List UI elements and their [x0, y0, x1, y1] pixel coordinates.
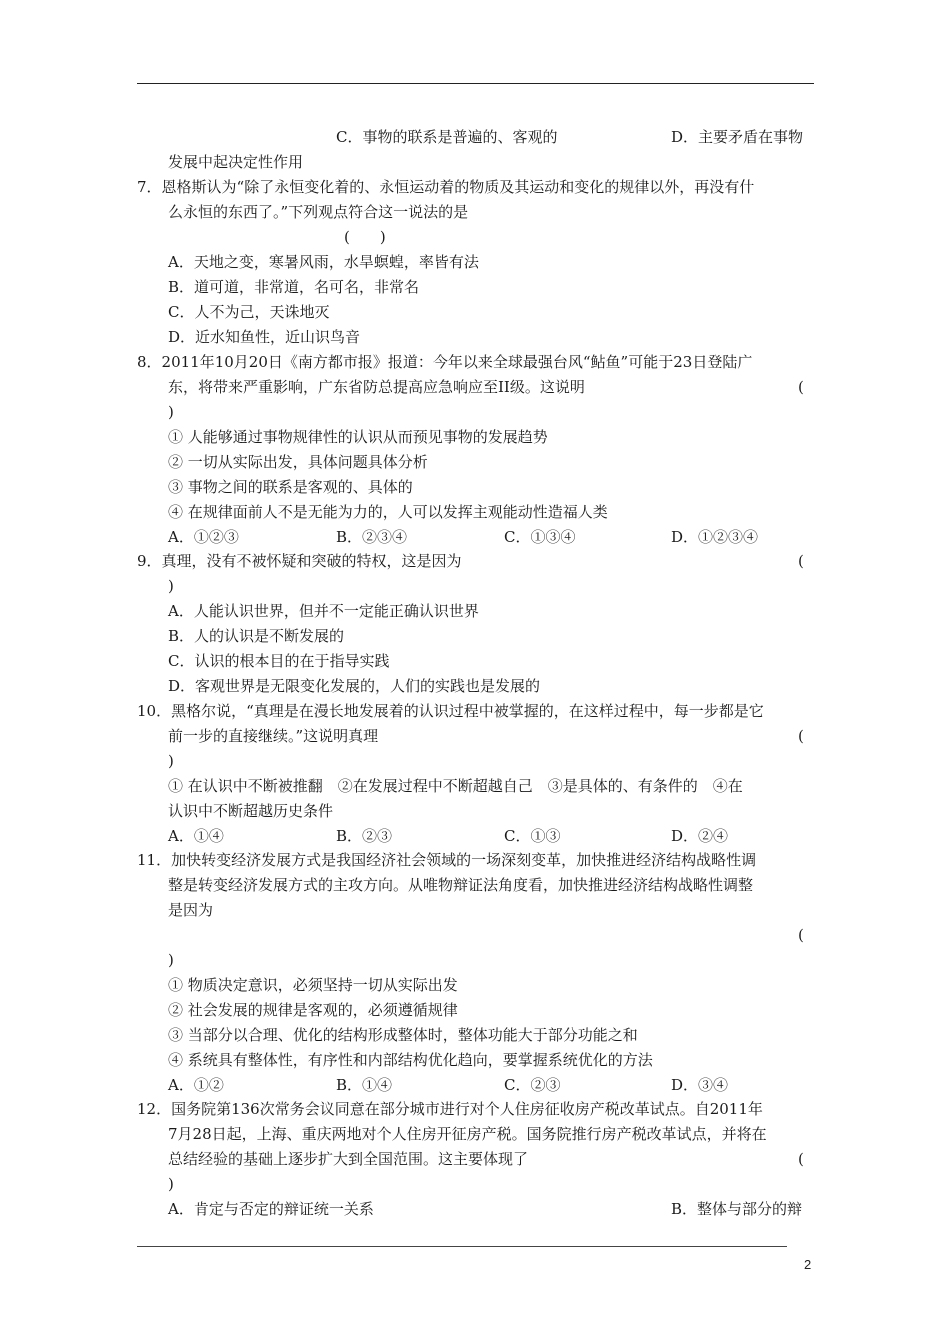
q10-paren-close: ) — [168, 752, 174, 770]
q11-paren-open: ( — [798, 926, 804, 944]
q11-paren-close: ) — [168, 951, 174, 969]
q8-item-2: ② 一切从实际出发，具体问题具体分析 — [168, 453, 428, 471]
q7-option-c: C．人不为己，天诛地灭 — [168, 303, 330, 321]
q10-options-row — [168, 826, 814, 846]
q7-stem-line2: 么永恒的东西了。”下列观点符合这一说法的是 — [168, 203, 469, 221]
q11-stem-line1: 11．加快转变经济发展方式是我国经济社会领域的一场深刻变革，加快推进经济结构战略性调 — [137, 851, 757, 869]
q8-item-4: ④ 在规律面前人不是无能为力的，人可以发挥主观能动性造福人类 — [168, 503, 608, 521]
q12-stem-line2: 7月28日起，上海、重庆两地对个人住房开征房产税。国务院推行房产税改革试点，并将在 — [168, 1125, 767, 1143]
q11-stem-line2: 整是转变经济发展方式的主攻方向。从唯物辩证法角度看，加快推进经济结构战略性调整 — [168, 876, 754, 894]
q8-stem-line2: 东，将带来严重影响，广东省防总提高应急响应至II级。这说明 — [168, 378, 585, 396]
q10-stem-line1: 10．黑格尔说，“真理是在漫长地发展着的认识过程中被掌握的，在这样过程中，每一步都是它 — [137, 702, 764, 720]
q8-option-d: D．①②③④ — [671, 528, 759, 546]
q8-option-c: C．①③④ — [504, 528, 576, 546]
q6-option-d: D．主要矛盾在事物 — [671, 128, 804, 146]
q11-item-2: ② 社会发展的规律是客观的，必须遵循规律 — [168, 1001, 458, 1019]
q10-option-d: D．②④ — [671, 827, 729, 845]
q12-paren-open: ( — [798, 1150, 804, 1168]
q8-option-b: B．②③④ — [336, 528, 408, 546]
q10-option-b: B．②③ — [336, 827, 393, 845]
q10-items-line1: ① 在认识中不断被推翻 ②在发展过程中不断超越自己 ③是具体的、有条件的 ④在 — [168, 777, 743, 795]
q11-option-a: A．①② — [168, 1076, 224, 1094]
q8-option-a: A．①②③ — [168, 528, 239, 546]
q11-option-b: B．①④ — [336, 1076, 393, 1094]
q11-stem-line3: 是因为 — [168, 901, 214, 919]
q10-stem-line2: 前一步的直接继续。”这说明真理 — [168, 727, 379, 745]
q6-option-c: C．事物的联系是普遍的、客观的 — [336, 128, 558, 146]
q9-option-d: D．客观世界是无限变化发展的，人们的实践也是发展的 — [168, 677, 541, 695]
q8-paren-open: ( — [798, 378, 804, 396]
q6-option-d-cont: 发展中起决定性作用 — [168, 153, 304, 171]
q9-option-b: B．人的认识是不断发展的 — [168, 627, 345, 645]
q7-answer-bracket: ( ) — [344, 228, 386, 246]
page-number: 2 — [804, 1257, 812, 1272]
q10-items-line2: 认识中不断超越历史条件 — [168, 802, 334, 820]
q12-paren-close: ) — [168, 1175, 174, 1193]
footer-rule — [137, 1246, 787, 1247]
q11-item-1: ① 物质决定意识，必须坚持一切从实际出发 — [168, 976, 458, 994]
q8-stem-line1: 8．2011年10月20日《南方都市报》报道：今年以来全球最强台风“鲇鱼”可能于23日登陆广 — [137, 353, 753, 371]
q9-option-a: A．人能认识世界，但并不一定能正确认识世界 — [168, 602, 479, 620]
q9-option-c: C．认识的根本目的在于指导实践 — [168, 652, 390, 670]
q11-item-4: ④ 系统具有整体性，有序性和内部结构优化趋向，要掌握系统优化的方法 — [168, 1051, 653, 1069]
q8-item-1: ① 人能够通过事物规律性的认识从而预见事物的发展趋势 — [168, 428, 548, 446]
q11-option-c: C．②③ — [504, 1076, 561, 1094]
q8-paren-close: ) — [168, 403, 174, 421]
q12-stem-line3: 总结经验的基础上逐步扩大到全国范围。这主要体现了 — [168, 1150, 529, 1168]
q11-item-3: ③ 当部分以合理、优化的结构形成整体时，整体功能大于部分功能之和 — [168, 1026, 638, 1044]
q7-option-b: B．道可道，非常道，名可名，非常名 — [168, 278, 420, 296]
q8-item-3: ③ 事物之间的联系是客观的、具体的 — [168, 478, 413, 496]
q11-options-row — [168, 1075, 814, 1095]
q10-option-c: C．①③ — [504, 827, 561, 845]
q8-options-row — [168, 527, 814, 547]
q12-stem-line1: 12．国务院第136次常务会议同意在部分城市进行对个人住房征收房产税改革试点。自2011年 — [137, 1100, 763, 1118]
q10-option-a: A．①④ — [168, 827, 224, 845]
q7-option-d: D．近水知鱼性，近山识鸟音 — [168, 328, 361, 346]
q10-paren-open: ( — [798, 727, 804, 745]
q9-stem-line1: 9．真理，没有不被怀疑和突破的特权，这是因为 — [137, 552, 462, 570]
q7-stem-line1: 7．恩格斯认为“除了永恒变化着的、永恒运动着的物质及其运动和变化的规律以外，再没有什 — [137, 178, 755, 196]
q7-option-a: A．天地之变，寒暑风雨，水旱螟蝗，率皆有法 — [168, 253, 479, 271]
q12-option-a: A．肯定与否定的辩证统一关系 — [168, 1200, 374, 1218]
q9-paren-close: ) — [168, 577, 174, 595]
q9-paren-open: ( — [798, 552, 804, 570]
header-rule — [137, 83, 814, 84]
q11-option-d: D．③④ — [671, 1076, 729, 1094]
q12-option-b: B．整体与部分的辩 — [671, 1200, 803, 1218]
